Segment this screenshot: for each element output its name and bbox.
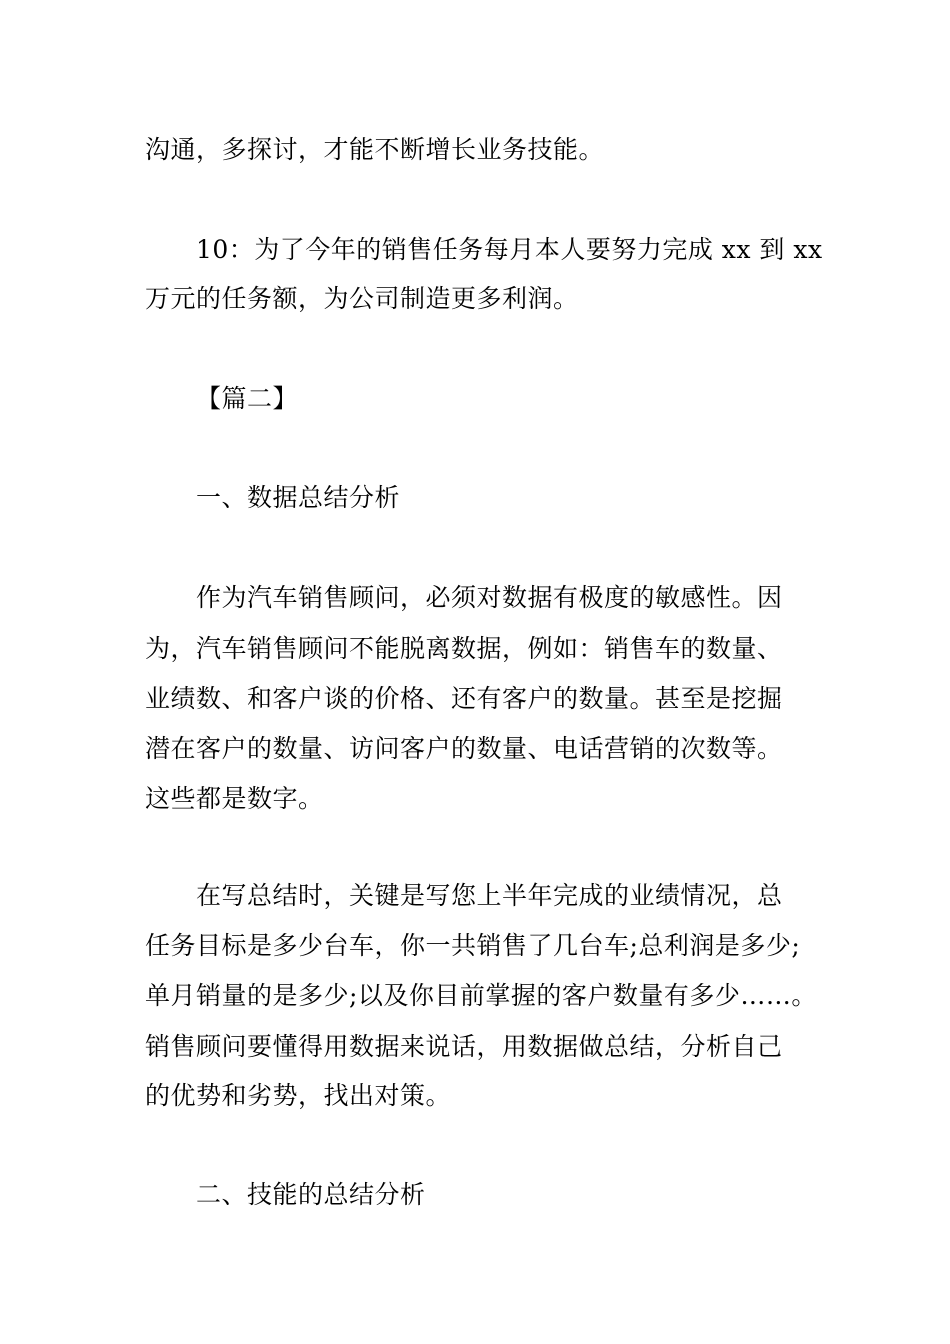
paragraph-line: 业绩数、和客户谈的价格、还有客户的数量。甚至是挖掘 <box>145 684 783 713</box>
section-heading: 【篇二】 <box>196 384 299 413</box>
paragraph-line: 10：为了今年的销售任务每月本人要努力完成 xx 到 xx <box>196 235 823 264</box>
paragraph-line: 在写总结时，关键是写您上半年完成的业绩情况，总 <box>196 881 783 910</box>
paragraph-line: 单月销量的是多少;以及你目前掌握的客户数量有多少……。 <box>145 981 817 1010</box>
paragraph-line: 这些都是数字。 <box>145 784 324 813</box>
paragraph-line: 潜在客户的数量、访问客户的数量、电话营销的次数等。 <box>145 734 783 763</box>
paragraph-line: 为，汽车销售顾问不能脱离数据，例如：销售车的数量、 <box>145 634 783 663</box>
paragraph-line: 作为汽车销售顾问，必须对数据有极度的敏感性。因 <box>196 583 783 612</box>
paragraph-line: 沟通，多探讨，才能不断增长业务技能。 <box>145 135 605 164</box>
paragraph-line: 任务目标是多少台车，你一共销售了几台车;总利润是多少; <box>145 931 801 960</box>
paragraph-line: 的优势和劣势，找出对策。 <box>145 1081 452 1110</box>
paragraph-line: 销售顾问要懂得用数据来说话，用数据做总结，分析自己 <box>145 1032 783 1061</box>
section-heading: 一、数据总结分析 <box>196 483 401 512</box>
paragraph-line: 万元的任务额，为公司制造更多利润。 <box>145 284 579 313</box>
section-heading: 二、技能的总结分析 <box>196 1180 426 1209</box>
